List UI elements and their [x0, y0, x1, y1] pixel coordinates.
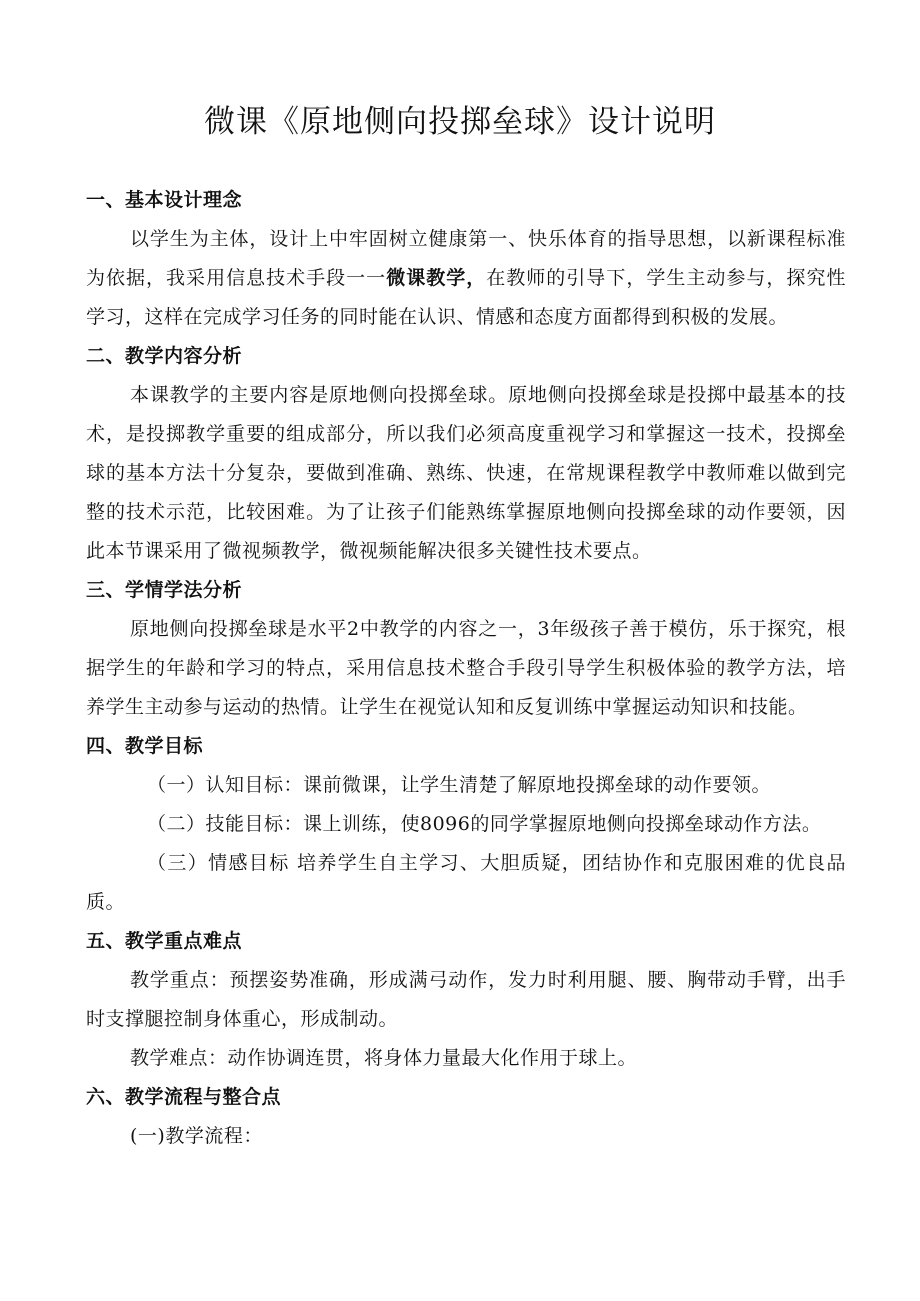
section-heading: 一、基本设计理念 [86, 189, 243, 211]
section-heading: 四、教学目标 [86, 735, 204, 757]
section-design-concept [86, 181, 846, 337]
section-learner-analysis [86, 571, 846, 727]
document-body [86, 181, 846, 1156]
emphasis-text: 微课教学， [386, 267, 487, 289]
difficulty-paragraph: 教学难点：动作协调连贯，将身体力量最大化作用于球上。 [130, 1047, 638, 1069]
section-content-analysis [86, 337, 846, 571]
section-heading: 六、教学流程与整合点 [86, 1086, 282, 1108]
section-teaching-process [86, 1078, 846, 1156]
goal-cognitive: （一）认知目标：课前微课，让学生清楚了解原地投掷垒球的动作要领。 [147, 774, 772, 796]
section-paragraph: 原地侧向投掷垒球是水平2中教学的内容之一，3年级孩子善于模仿，乐于探究，根据学生的年龄和学习的特点，采用信息技术整合手段引导学生积极体验的教学方法，培养学生主动参与运动的热情。让学生在视觉认知和反复训练中掌握运动知识和技能。 [86, 618, 846, 718]
goal-skill: （二）技能目标：课上训练，使8096的同学掌握原地侧向投掷垒球动作方法。 [147, 813, 822, 835]
section-teaching-goals [86, 727, 846, 922]
section-heading: 三、学情学法分析 [86, 579, 243, 601]
section-heading: 二、教学内容分析 [86, 345, 243, 367]
key-point-paragraph: 教学重点：预摆姿势准确，形成满弓动作，发力时利用腿、腰、胸带动手臂，出手时支撑腿控制身体重心，形成制动。 [86, 969, 846, 1030]
subsection-label: (一)教学流程： [130, 1125, 263, 1147]
section-heading: 五、教学重点难点 [86, 930, 243, 952]
section-key-points [86, 922, 846, 1078]
document-title: 微课《原地侧向投掷垒球》设计说明 [204, 104, 716, 140]
section-paragraph: 本课教学的主要内容是原地侧向投掷垒球。原地侧向投掷垒球是投掷中最基本的技术，是投掷教学重要的组成部分，所以我们必须高度重视学习和掌握这一技术，投掷垒球的基本方法十分复杂，要做到准确、熟练、快速，在常规课程教学中教师难以做到完整的技术示范，比较困难。为了让孩子们能熟练掌握原地侧向投掷垒球的动作要领，因此本节课采用了微视频教学，微视频能解决很多关键性技术要点。 [86, 384, 846, 562]
section-paragraph [86, 220, 846, 337]
paragraph-text: 以学生为主体，设计上中牢固树立健康第一、快乐体育的指导思想，以新课程标准为依据，我采用信息技术手段一一 [86, 228, 846, 289]
paragraph-text: 在教师的引导下，学生主动参与，探究性学习，这样在完成学习任务的同时能在认识、情感和态度方面都得到积极的发展。 [86, 267, 846, 328]
goal-affective: （三）情感目标 培养学生自主学习、大胆质疑，团结协作和克服困难的优良品质。 [86, 852, 846, 913]
